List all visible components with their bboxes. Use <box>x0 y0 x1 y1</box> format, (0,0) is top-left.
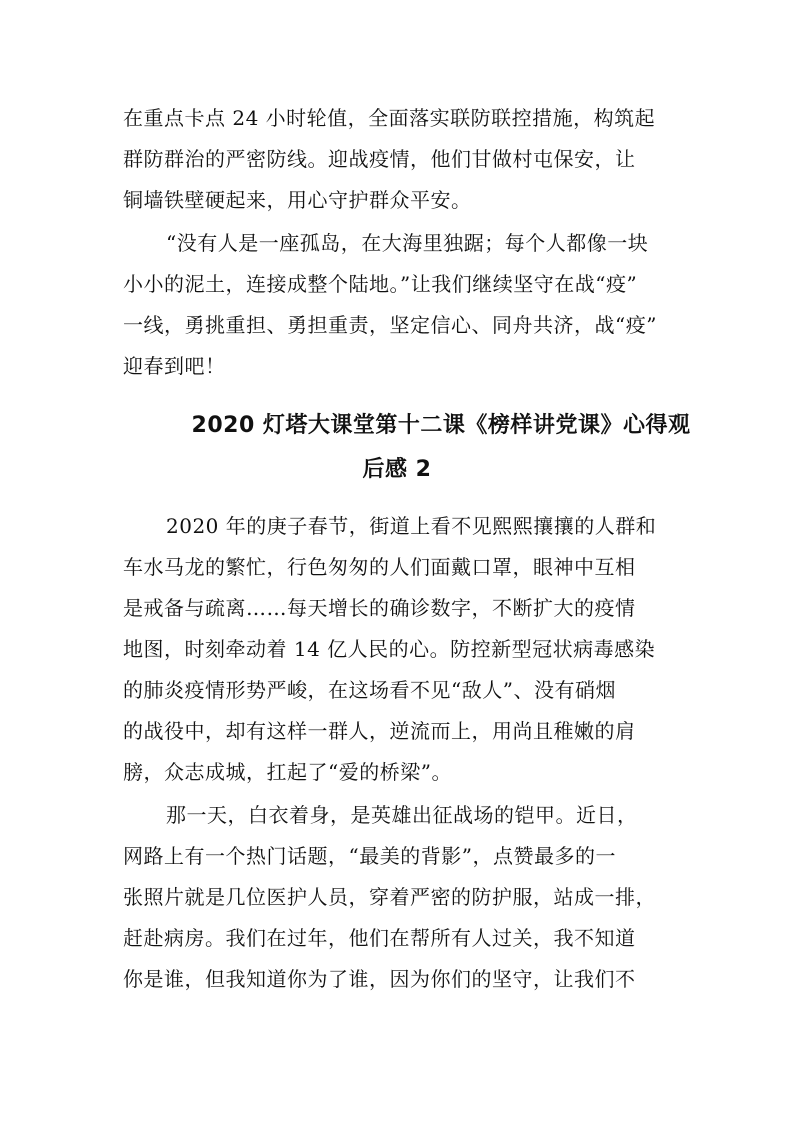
text-line: 张照片就是几位医护人员，穿着严密的防护服，站成一排， <box>123 885 656 909</box>
text-line: 迎春到吧！ <box>123 354 226 378</box>
text-line: 膀，众志成城，扛起了“爱的桥梁”。 <box>123 760 452 784</box>
text-line: 2020 年的庚子春节，街道上看不见熙熙攘攘的人群和 <box>166 514 657 538</box>
text-line: 在重点卡点 24 小时轮值，全面落实联防联控措施，构筑起 <box>123 106 656 130</box>
text-line: 铜墙铁壁硬起来，用心守护群众平安。 <box>123 188 472 212</box>
text-line: 那一天，白衣着身，是英雄出征战场的铠甲。近日， <box>166 803 638 827</box>
text-line: 的战役中，却有这样一群人，逆流而上，用尚且稚嫩的肩 <box>123 719 636 743</box>
text-line: 一线，勇挑重担、勇担重责，坚定信心、同舟共济，战“疫” <box>123 313 657 337</box>
text-line: 地图，时刻牵动着 14 亿人民的心。防控新型冠状病毒感染 <box>123 637 656 661</box>
text-line: 车水马龙的繁忙，行色匆匆的人们面戴口罩，眼神中互相 <box>123 555 636 579</box>
section-title-continued: 后感 2 <box>362 457 432 482</box>
text-line: 是戒备与疏离……每天增长的确诊数字，不断扩大的疫情 <box>123 596 636 620</box>
text-line: 网路上有一个热门话题，“最美的背影”，点赞最多的一 <box>123 844 616 868</box>
text-line: 小小的泥土，连接成整个陆地。”让我们继续坚守在战“疫” <box>123 272 638 296</box>
section-title: 2020 灯塔大课堂第十二课《榜样讲党课》心得观 <box>191 413 691 438</box>
text-line: 的肺炎疫情形势严峻，在这场看不见“敌人”、没有硝烟 <box>123 678 616 702</box>
text-line: 群防群治的严密防线。迎战疫情，他们甘做村屯保安，让 <box>123 147 636 171</box>
text-line: “没有人是一座孤岛，在大海里独踞；每个人都像一块 <box>166 231 649 255</box>
text-line: 你是谁，但我知道你为了谁，因为你们的坚守，让我们不 <box>123 967 636 991</box>
text-line: 赶赴病房。我们在过年，他们在帮所有人过关，我不知道 <box>123 926 636 950</box>
